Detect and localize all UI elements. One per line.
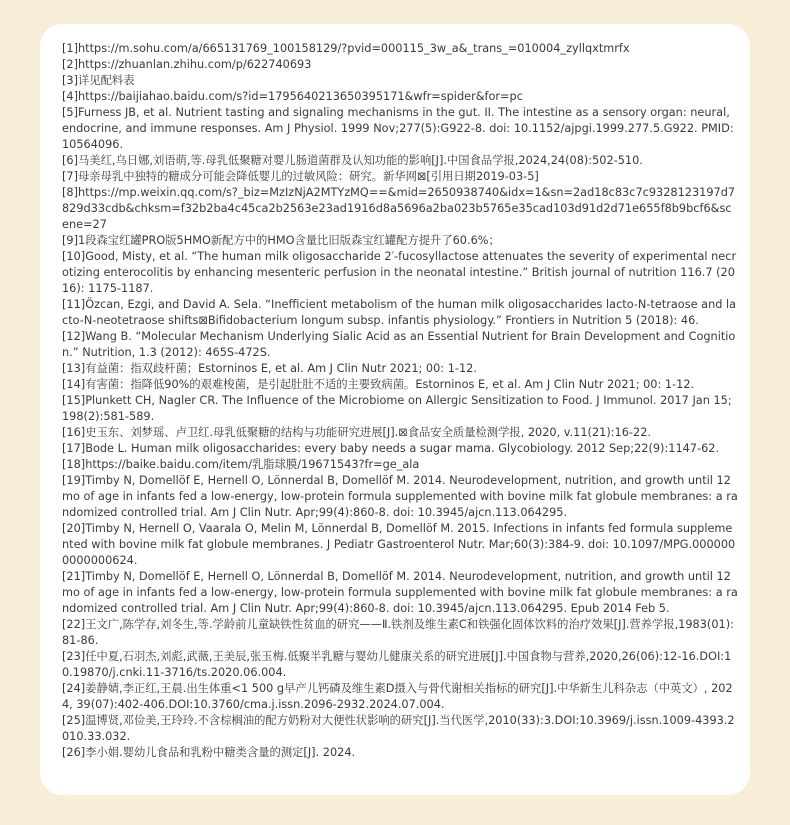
reference-item: [13]有益菌：指双歧杆菌；Estorninos E, et al. Am J Clin Nutr 2021; 00: 1-12. [62,362,477,375]
reference-item: [23]任中夏,石羽杰,刘彪,武薇,王美辰,张玉梅.低聚半乳糖与婴幼儿健康关系的研究进展[J].中国食物与营养,2020,26(06):12-16.DOI:10.19870/j.cnki.11-3716/ts.2020.06.004. [62,650,732,679]
reference-item: [6]马美红,乌日娜,刘语萌,等.母乳低聚糖对婴儿肠道菌群及认知功能的影响[J].中国食品学报,2024,24(08):502-510. [62,154,643,167]
reference-item: [22]王文广,陈学存,刘冬生,等.学龄前儿童缺铁性贫血的研究——Ⅱ.铁剂及维生素C和铁强化固体饮料的治疗效果[J].营养学报,1983(01):81-86. [62,618,734,647]
reference-item: [21]Timby N, Domellöf E, Hernell O, Lönnerdal B, Domellöf M. 2014. Neurodevelopment, nutrition, and growth until 12 mo of age in infants fed a low-energy, low-protein formula supplemented with bovine milk fat globule membranes: a randomized controlled trial. Am J Clin Nutr. Apr;99(4):860-8. doi: 10.3945/ajcn.113.064295. Epub 2014 Feb 5. [62,570,738,615]
reference-item: [7]母亲母乳中独特的糖成分可能会降低婴儿的过敏风险：研究。新华网⊠[引用日期2019-03-5] [62,170,539,183]
references-card [40,24,750,795]
reference-item: [5]Furness JB, et al. Nutrient tasting and signaling mechanisms in the gut. II. The intestine as a sensory organ: neural, endocrine, and immune responses. Am J Physiol. 1999 Nov;277(5):G922-8. doi: 10.1152/ajpgi.1999.277.5.G922. PMID: 10564096. [62,106,734,151]
reference-item: [9]1段森宝红罐PRO版5HMO新配方中的HMO含量比旧版森宝红罐配方提升了60.6%； [62,234,500,247]
reference-item: [12]Wang B. “Molecular Mechanism Underlying Sialic Acid as an Essential Nutrient for Brain Development and Cognition.” Nutrition, 1.3 (2012): 465S-472S. [62,330,736,359]
reference-item: [16]史玉东、刘梦瑶、卢卫红.母乳低聚糖的结构与功能研究进展[J].⊠食品安全质量检测学报, 2020, v.11(21):16-22. [62,426,651,439]
reference-item: [24]姜静婧,李正红,王晨.出生体重<1 500 g早产儿钙磷及维生素D摄入与骨代谢相关指标的研究[J].中华新生儿科杂志（中英文）, 2024, 39(07):402-406.DOI:10.3760/cma.j.issn.2096-2932.2024.07.004. [62,682,733,711]
reference-list [62,41,738,761]
reference-item: [1]https://m.sohu.com/a/665131769_100158129/?pvid=000115_3w_a&_trans_=010004_zyllqxtmrfx [62,42,630,55]
reference-item: [4]https://baijiahao.baidu.com/s?id=1795640213650395171&wfr=spider&for=pc [62,90,523,103]
reference-item: [2]https://zhuanlan.zhihu.com/p/622740693 [62,58,312,71]
reference-item: [8]https://mp.weixin.qq.com/s?_biz=MzIzNjA2MTYzMQ==&mid=2650938740&idx=1&sn=2ad18c83c7c9328123197d7829d33cdb&chksm=f32b2ba4c45ca2b2563e23ad1916d8a5696a2ba023b5765e35cad103d91d2d71e655f8b9bcf6&scene=27 [62,186,736,231]
reference-item: [3]详见配料表 [62,74,135,87]
reference-item: [17]Bode L. Human milk oligosaccharides: every baby needs a sugar mama. Glycobiology. 2012 Sep;22(9):1147-62. [62,442,720,455]
reference-item: [18]https://baike.baidu.com/item/乳脂球膜/19671543?fr=ge_ala [62,458,420,471]
reference-item: [14]有害菌：指降低90%的艰难梭菌，是引起肚肚不适的主要致病菌。Estorninos E, et al. Am J Clin Nutr 2021; 00: 1-12. [62,378,695,391]
reference-item: [15]Plunkett CH, Nagler CR. The Influence of the Microbiome on Allergic Sensitization to Food. J Immunol. 2017 Jan 15;198(2):581-589. [62,394,732,423]
reference-item: [20]Timby N, Hernell O, Vaarala O, Melin M, Lönnerdal B, Domellöf M. 2015. Infections in infants fed formula supplemented with bovine milk fat globule membranes. J Pediatr Gastroenterol Nutr. Mar;60(3):384-9. doi: 10.1097/MPG.0000000000000624. [62,522,736,567]
reference-item: [26]李小娟.婴幼儿食品和乳粉中糖类含量的测定[J]. 2024. [62,746,356,759]
reference-item: [25]温博贤,邓俭美,王玲玲.不含棕榈油的配方奶粉对大便性状影响的研究[J].当代医学,2010(33):3.DOI:10.3969/j.issn.1009-4393.2010.33.032. [62,714,735,743]
reference-item: [10]Good, Misty, et al. “The human milk oligosaccharide 2′-fucosyllactose attenuates the severity of experimental necrotizing enterocolitis by enhancing mesenteric perfusion in the neonatal intestine.” British journal of nutrition 116.7 (2016): 1175-1187. [62,250,737,295]
reference-item: [19]Timby N, Domellöf E, Hernell O, Lönnerdal B, Domellöf M. 2014. Neurodevelopment, nutrition, and growth until 12 mo of age in infants fed a low-energy, low-protein formula supplemented with bovine milk fat globule membranes: a randomized controlled trial. Am J Clin Nutr. Apr;99(4):860-8. doi: 10.3945/ajcn.113.064295. [62,474,738,519]
reference-item: [11]Özcan, Ezgi, and David A. Sela. “Inefficient metabolism of the human milk oligosaccharides lacto-N-tetraose and lacto-N-neotetraose shifts⊠Bifidobacterium longum subsp. infantis physiology.” Frontiers in Nutrition 5 (2018): 46. [62,298,737,327]
